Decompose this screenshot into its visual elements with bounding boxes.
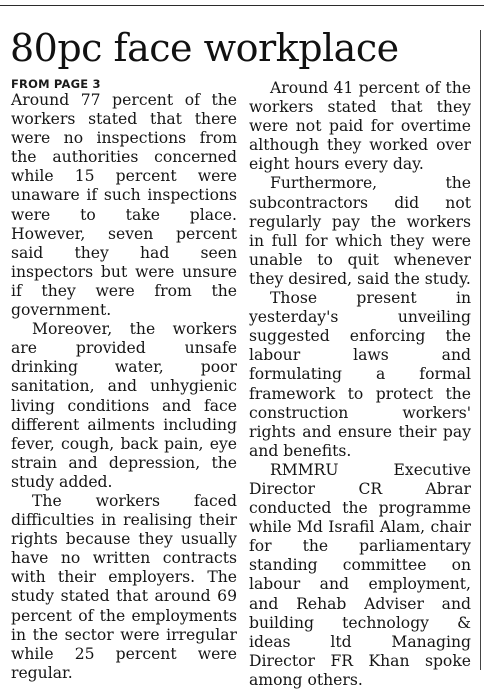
kicker: FROM PAGE 3	[11, 77, 101, 91]
column-rule	[480, 30, 481, 670]
paragraph: RMMRU Executive Director CR Abrar conducted the programme while Md Israfil Alam, chair for the parliamentary standing committee on labour and employment, and Rehab Adviser and building technology & ideas ltd Managing Director FR Khan spoke among others.	[249, 460, 471, 689]
paragraph: Moreover, the workers are provided unsafe drinking water, poor sanitation, and unhygienic living conditions and face different ailments including fever, cough, back pain, eye strain and depression, the study added.	[11, 320, 237, 491]
paragraph: Those present in yesterday's unveiling suggested enforcing the labour laws and formulating a formal framework to protect the construction workers' rights and ensure their pay and benefits.	[249, 289, 471, 460]
paragraph: Furthermore, the subcontractors did not regularly pay the workers in full for which they were unable to quit whenever they desired, said the study.	[249, 174, 471, 288]
paragraph: Around 41 percent of the workers stated that they were not paid for overtime although they worked over eight hours every day.	[249, 79, 471, 174]
paragraph: The workers faced difficulties in realising their rights because they usually have no written contracts with their employers. The study stated that around 69 percent of the employments in the sector were irregular while 25 percent were regular.	[11, 491, 237, 682]
headline: 80pc face workplace	[10, 26, 399, 70]
right-column	[249, 79, 471, 690]
paragraph: Around 77 percent of the workers stated that there were no inspections from the authorities concerned while 15 percent were unaware if such inspections were to take place. However, seven percent said they had seen inspectors but were unsure if they were from the government.	[11, 91, 237, 320]
top-rule	[0, 5, 484, 6]
left-column	[11, 78, 237, 683]
